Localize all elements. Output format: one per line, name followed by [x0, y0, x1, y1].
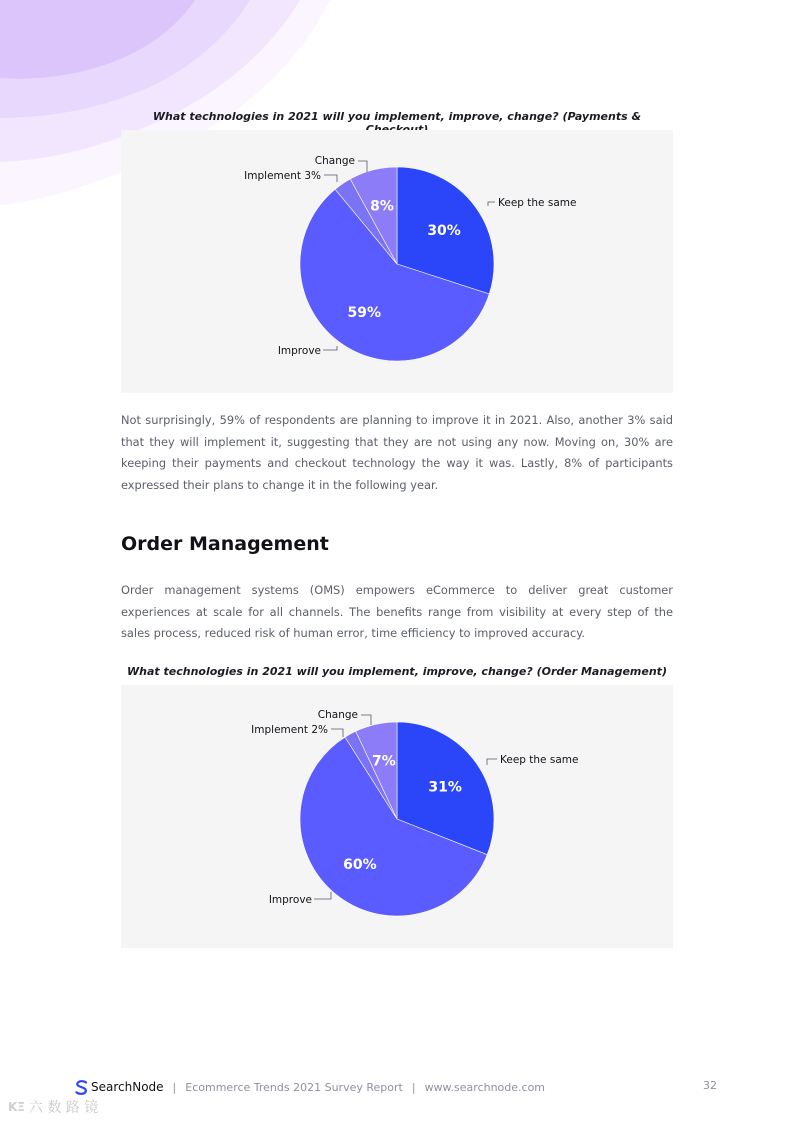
section-heading: Order Management	[121, 533, 329, 555]
leader-line	[324, 175, 337, 182]
report-title: Ecommerce Trends 2021 Survey Report	[185, 1080, 403, 1094]
slice-category-label: Change	[314, 155, 355, 167]
website-link[interactable]: www.searchnode.com	[424, 1080, 546, 1094]
slice-category-label: Change	[317, 709, 358, 721]
body-paragraph: Not surprisingly, 59% of respondents are planning to improve it in 2021. Also, another 3% said that they will implement it, suggesting that they are not using any now. Moving on, 30% are keeping their payments and checkout technology the way it was. Lastly, 8% of participants expressed their plans to change it in the following year.	[121, 413, 673, 492]
leader-line	[361, 715, 371, 725]
slice-value-label: 59%	[347, 305, 382, 322]
slice-value-label: 30%	[427, 222, 461, 239]
leader-line	[488, 202, 495, 206]
pie-chart	[121, 685, 673, 948]
leader-line	[323, 346, 337, 350]
chart-caption: What technologies in 2021 will you implement, improve, change? (Payments &	[152, 110, 642, 123]
searchnode-s-icon	[75, 1080, 88, 1095]
watermark-logo: KΞ	[8, 1100, 25, 1114]
brand-logo[interactable]	[75, 1080, 164, 1095]
brand-name: SearchNode	[91, 1080, 164, 1094]
leader-line	[358, 161, 367, 172]
slice-value-label: 31%	[428, 779, 462, 796]
pie-chart-panel	[121, 130, 673, 393]
page-number: 32	[703, 1079, 717, 1092]
slice-category-label: Improve	[277, 345, 321, 357]
slice-category-label: Keep the same	[500, 754, 579, 766]
pie-chart	[121, 130, 673, 393]
pie-chart-panel	[121, 685, 673, 948]
chart-caption: What technologies in 2021 will you implement, improve, change? (Order Management)	[127, 665, 667, 678]
slice-category-label: Keep the same	[498, 197, 577, 209]
watermark-text: 六 数 路 镜	[28, 1100, 99, 1116]
slice-category-label: Improve	[268, 894, 312, 906]
footer-separator: |	[411, 1080, 416, 1094]
leader-line	[487, 759, 497, 765]
slice-value-label: 60%	[343, 856, 377, 873]
slice-category-label: Implement 3%	[244, 170, 321, 182]
slice-category-label: Implement 2%	[251, 724, 328, 736]
footer-separator: |	[172, 1080, 177, 1094]
watermark	[8, 1097, 98, 1117]
leader-line	[314, 892, 331, 899]
slice-value-label: 7%	[371, 753, 396, 770]
slice-value-label: 8%	[370, 198, 394, 215]
leader-line	[331, 729, 343, 737]
body-paragraph: Order management systems (OMS) empowers eCommerce to deliver great customer experiences at scale for all channels. The benefits range from visibility at every step of the sales process, reduced risk of human error, time efficiency to improved accuracy.	[121, 583, 673, 640]
page-footer	[75, 1078, 545, 1096]
